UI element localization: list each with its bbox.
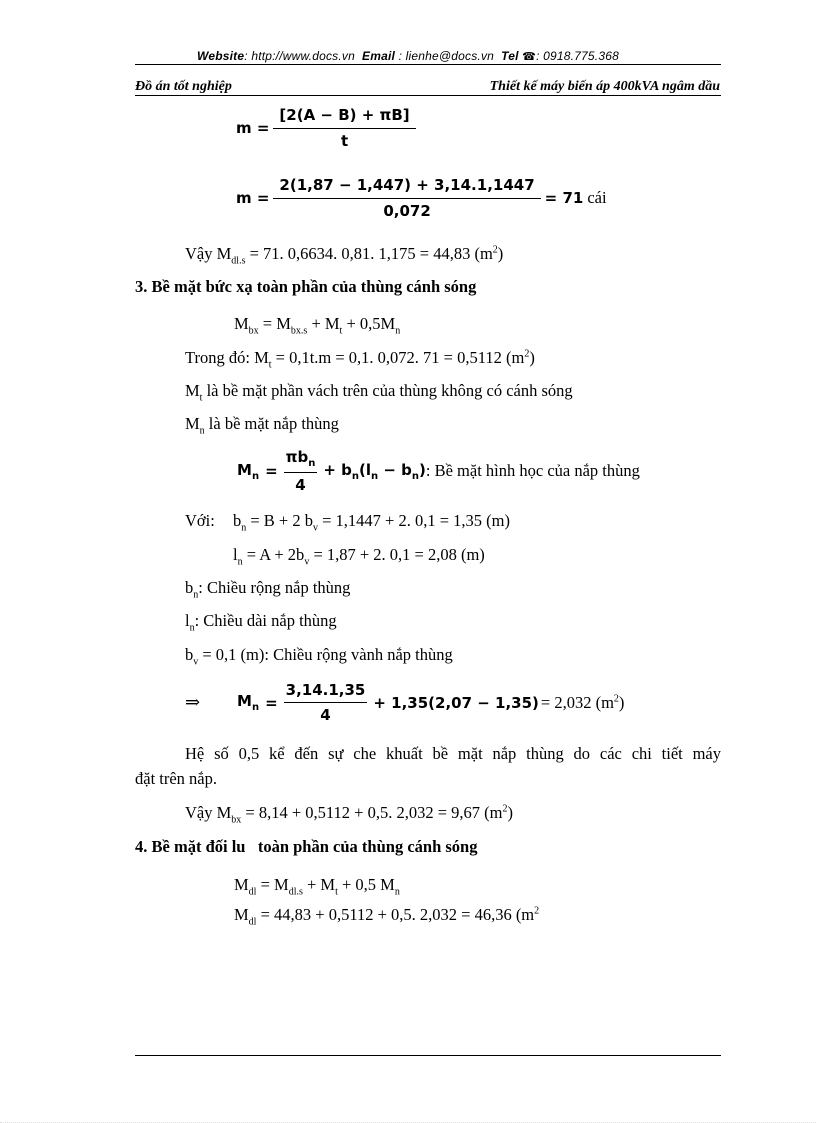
formula-mn-fraction: $\frac{\pi b_n}{4}$ xyxy=(285,448,316,494)
formula-m2-lhs: m = xyxy=(236,189,270,207)
result-mdl: $M_{dl} = 44,83 + 0,5112 + 0,5$. 2,032 = 46,36 ($m^2$ xyxy=(234,905,540,928)
formula-m2-result: = 71 xyxy=(544,189,584,207)
phone-icon: ☎ xyxy=(522,51,537,63)
footer-rule xyxy=(135,1055,721,1056)
tel-label: Tel xyxy=(501,49,519,63)
result-mbx: Vậy $M_{bx} = 8,14 + 0,5112 + 0,5$. 2,032 = 9,67 $(m^2)$ xyxy=(185,803,513,826)
formula-m2-fraction xyxy=(273,176,540,220)
website-label: Website xyxy=(197,49,245,63)
paragraph-heso-line1: Hệ số 0,5 kể đến sự che khuất bề mặt nắp thùng do các chi tiết máy xyxy=(185,744,721,763)
doc-title-left: Đồ án tốt nghiệp xyxy=(135,79,232,94)
paragraph-heso-line2: đặt trên nắp. xyxy=(135,769,218,788)
equation-mt: Trong đó: $M_t = 0,1t.m = 0,1$. 0,072. 71 = 0,5112 $(m^2)$ xyxy=(185,348,535,371)
header-rule-bottom xyxy=(135,95,721,96)
formula-m-lhs: m = xyxy=(236,119,270,137)
equation-mdl: $M_{dl} = M_{dl.s} + M_t + 0,5$ $M_n$ xyxy=(234,875,400,898)
formula-mn-numeric: ⇒ $M_n$ = $\frac{3,14.1,35}{4}$ + 1,35(2,07 − 1,35) = 2,032 $(m^2)$ xyxy=(185,681,625,724)
definition-mt: $M_t$ là bề mặt phần vách trên của thùng không có cánh sóng xyxy=(185,381,573,404)
implies-arrow: ⇒ xyxy=(185,692,201,712)
formula-m2-unit: cái xyxy=(587,188,607,207)
definition-bn: $b_n$: Chiều rộng nắp thùng xyxy=(185,578,351,601)
definition-ln: $l_n$: Chiều dài nắp thùng xyxy=(185,611,337,634)
formula-m xyxy=(236,106,416,150)
definition-bv: $b_v = 0,1$ (m): Chiều rộng vành nắp thùng xyxy=(185,645,453,668)
email-label: Email xyxy=(362,49,396,63)
section-heading-3: 3. Bề mặt bức xạ toàn phần của thùng cánh sóng xyxy=(135,277,477,296)
definition-mn: $M_n$ là bề mặt nắp thùng xyxy=(185,414,339,437)
formula-mn: $M_n$ = $\frac{\pi b_n}{4}$ + $b_n(l_n - b_n)$ : Bề mặt hình học của nắp thùng xyxy=(237,448,640,494)
doc-title-right: Thiết kế máy biến áp 400kVA ngâm dầu xyxy=(489,79,720,94)
equation-mbx: $M_{bx} = M_{bx.s} + M_t + 0,5M_n$ xyxy=(234,314,401,337)
tel-value: : 0918.775.368 xyxy=(536,49,619,63)
equation-bn: Với: $b_n = B + 2$ $b_v = 1,1447 + 2$. 0,1 = 1,35 (m) xyxy=(185,511,510,534)
header-contact xyxy=(0,49,816,63)
formula-m2-denominator: 0,072 xyxy=(383,202,431,220)
equation-ln: $l_n = A + 2b_v = 1,87 + 2$. 0,1 = 2,08 (m) xyxy=(233,545,485,568)
formula-m-numerator: [2(A − B) + πB] xyxy=(273,106,415,129)
formula-m-fraction xyxy=(273,106,415,150)
section-heading-4: 4. Bề mặt đối lu toàn phần của thùng cánh sóng xyxy=(135,837,478,856)
website-url[interactable]: : http://www.docs.vn xyxy=(244,49,355,63)
formula-m-numeric xyxy=(236,176,607,220)
email-value[interactable]: : lienhe@docs.vn xyxy=(398,49,495,63)
header-rule-top xyxy=(135,64,721,65)
result-mdls: Vậy $M_{dl.s} = 71$. 0,6634. 0,81. 1,175 = 44,83 $(m^2)$ xyxy=(185,244,504,267)
formula-m-denominator: t xyxy=(340,132,349,150)
formula-m2-numerator: 2(1,87 − 1,447) + 3,14.1,1447 xyxy=(273,176,540,199)
